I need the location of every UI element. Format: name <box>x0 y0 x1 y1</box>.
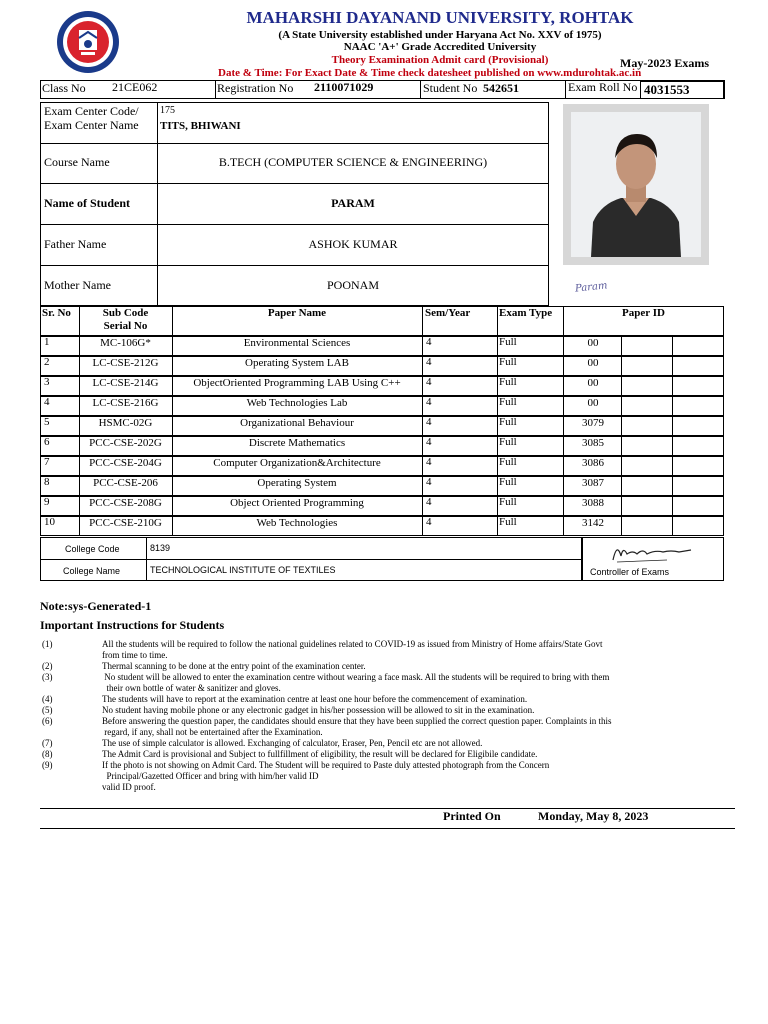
cell-code: PCC-CSE-202G <box>89 437 162 449</box>
course-label: Course Name <box>44 155 110 169</box>
col-header-paper: Paper Name <box>267 307 327 319</box>
cell-type: Full <box>499 416 517 428</box>
cell-code: HSMC-02G <box>98 417 153 429</box>
college-name: TECHNOLOGICAL INSTITUTE OF TEXTILES <box>150 565 336 575</box>
cell-code: LC-CSE-216G <box>92 397 159 409</box>
instruction-number: (5) <box>42 705 53 715</box>
controller-label: Controller of Exams <box>590 567 670 577</box>
father-label: Father Name <box>44 237 107 251</box>
cell-pid: 3086 <box>582 457 604 469</box>
cell-sem: 4 <box>426 336 432 348</box>
cell-pid: 3085 <box>582 437 604 449</box>
instruction-number: (6) <box>42 716 53 726</box>
mother-label: Mother Name <box>44 278 111 292</box>
class-no-label: Class No <box>42 81 86 95</box>
cell-code: PCC-CSE-206 <box>93 477 158 489</box>
center-name: TITS, BHIWANI <box>160 120 241 132</box>
registration-label: Registration No <box>217 81 294 95</box>
cell-type: Full <box>499 336 517 348</box>
cell-type: Full <box>499 496 517 508</box>
instruction-text: The Admit Card is provisional and Subject to fullfillment of eligibility, the result will be declared for Eligibile candidate. <box>102 749 538 759</box>
cell-sr: 6 <box>44 436 50 448</box>
cell-sr: 3 <box>44 376 50 388</box>
instruction-text: The students will have to report at the examination centre at least one hour before the commencement of examination. <box>102 694 528 704</box>
class-no-value: 21CE062 <box>112 80 158 94</box>
student-no-value: 542651 <box>483 81 519 95</box>
instruction-text: Thermal scanning to be done at the entry point of the examination center. <box>102 661 366 671</box>
cell-pid: 00 <box>587 357 599 369</box>
instruction-text: The use of simple calculator is allowed. Exchanging of calculator, Eraser, Pen, Pencil etc are not allowed. <box>102 738 483 748</box>
instruction-number: (9) <box>42 760 53 770</box>
datetime-note: Date & Time: For Exact Date & Time check datesheet published on www.mdurohtak.ac.in <box>218 67 642 79</box>
cell-sr: 1 <box>44 336 50 348</box>
cell-paper: Operating System <box>257 477 337 489</box>
cell-code: LC-CSE-214G <box>92 377 159 389</box>
cell-code: MC-106G* <box>100 337 151 349</box>
system-note: Note:sys-Generated-1 <box>40 599 152 613</box>
cell-sem: 4 <box>426 376 432 388</box>
roll-no-label: Exam Roll No <box>568 80 638 94</box>
instruction-number: (1) <box>42 639 53 649</box>
instruction-number: (4) <box>42 694 53 704</box>
mother-name: POONAM <box>326 278 379 292</box>
col-header-type: Exam Type <box>499 307 553 319</box>
instruction-number: (2) <box>42 661 53 671</box>
university-subtitle: (A State University established under Haryana Act No. XXV of 1975) <box>278 29 602 41</box>
cell-pid: 00 <box>587 377 599 389</box>
printed-on-label: Printed On <box>443 809 501 823</box>
cell-type: Full <box>499 396 517 408</box>
col-header-sem: Sem/Year <box>425 307 471 319</box>
cell-paper: Operating System LAB <box>245 357 349 369</box>
cell-type: Full <box>499 356 517 368</box>
cell-sem: 4 <box>426 396 432 408</box>
cell-code: PCC-CSE-210G <box>89 517 162 529</box>
cell-code: PCC-CSE-204G <box>89 457 162 469</box>
printed-date: Monday, May 8, 2023 <box>538 809 649 823</box>
instruction-text: No student will be allowed to enter the examination centre without wearing a face mask. All the students will be required to bring with them their own bottle of water & sanitizer and gloves. <box>104 672 610 693</box>
cell-paper: Environmental Sciences <box>243 337 351 349</box>
cell-sr: 10 <box>44 516 55 528</box>
col-header-paper-id: Paper ID <box>622 307 665 319</box>
student-label: Name of Student <box>44 196 130 210</box>
exam-session: May-2023 Exams <box>620 56 709 70</box>
cell-sem: 4 <box>426 356 432 368</box>
col-header-sr: Sr. No <box>42 307 71 319</box>
college-name-label: College Name <box>63 566 121 576</box>
cell-sem: 4 <box>426 496 432 508</box>
cell-sr: 2 <box>44 356 50 368</box>
cell-paper: ObjectOriented Programming LAB Using C++ <box>193 377 401 389</box>
instruction-number: (7) <box>42 738 53 748</box>
cell-sem: 4 <box>426 436 432 448</box>
college-code: 8139 <box>150 543 171 553</box>
student-name: PARAM <box>331 196 375 210</box>
instruction-text: No student having mobile phone or any electronic gadget in his/her possession will be allowed to sit in the examination. <box>102 705 535 715</box>
cell-paper: Web Technologies <box>256 517 338 529</box>
cell-type: Full <box>499 516 517 528</box>
accreditation: NAAC 'A+' Grade Accredited University <box>343 41 537 53</box>
center-label: Exam Center Code/ Exam Center Name <box>44 104 139 132</box>
student-photo <box>563 104 709 265</box>
center-code: 175 <box>160 105 175 116</box>
instruction-number: (8) <box>42 749 53 759</box>
cell-paper: Object Oriented Programming <box>230 497 364 509</box>
admit-card-title: Theory Examination Admit card (Provisional) <box>331 54 549 66</box>
cell-paper: Discrete Mathematics <box>248 437 346 449</box>
cell-sr: 7 <box>44 456 50 468</box>
cell-pid: 3088 <box>582 497 604 509</box>
course-name: B.TECH (COMPUTER SCIENCE & ENGINEERING) <box>218 155 488 169</box>
cell-paper: Web Technologies Lab <box>246 397 348 409</box>
father-name: ASHOK KUMAR <box>308 237 398 251</box>
cell-sr: 5 <box>44 416 50 428</box>
registration-value: 2110071029 <box>314 80 374 94</box>
cell-sr: 9 <box>44 496 50 508</box>
cell-code: LC-CSE-212G <box>92 357 159 369</box>
col-header-code: Sub Code Serial No <box>102 307 149 332</box>
instruction-text: All the students will be required to follow the national guidelines related to COVID-19 as issued from Ministry of Home affairs/State Govt from time to time. <box>102 639 603 660</box>
cell-sr: 4 <box>44 396 50 408</box>
instruction-number: (3) <box>42 672 53 682</box>
cell-code: PCC-CSE-208G <box>89 497 162 509</box>
student-no-label: Student No <box>423 81 478 95</box>
cell-type: Full <box>499 436 517 448</box>
cell-sem: 4 <box>426 416 432 428</box>
cell-type: Full <box>499 456 517 468</box>
cell-sem: 4 <box>426 516 432 528</box>
instruction-text: Before answering the question paper, the candidates should ensure that they have been supplied the correct question paper. Complaints in this regard, if any, shall not be entertained after the Examination. <box>102 716 612 737</box>
cell-type: Full <box>499 376 517 388</box>
university-logo <box>55 8 121 78</box>
cell-sr: 8 <box>44 476 50 488</box>
university-name: MAHARSHI DAYANAND UNIVERSITY, ROHTAK <box>246 8 634 27</box>
instructions-title: Important Instructions for Students <box>40 618 225 632</box>
cell-paper: Organizational Behaviour <box>240 417 354 429</box>
controller-signature <box>607 540 697 566</box>
roll-no-value: 4031553 <box>644 82 690 97</box>
instruction-text: If the photo is not showing on Admit Card. The Student will be required to Paste duly attested photograph from the Concern Principal/Gazetted Officer and bring with him/her valid ID valid ID proof. <box>102 760 550 792</box>
student-signature: Param <box>574 280 608 295</box>
cell-pid: 3087 <box>582 477 604 489</box>
cell-sem: 4 <box>426 456 432 468</box>
cell-pid: 3079 <box>582 417 604 429</box>
cell-sem: 4 <box>426 476 432 488</box>
cell-pid: 00 <box>587 337 599 349</box>
college-code-label: College Code <box>65 544 120 554</box>
cell-pid: 00 <box>587 397 599 409</box>
cell-pid: 3142 <box>582 517 604 529</box>
cell-type: Full <box>499 476 517 488</box>
cell-paper: Computer Organization&Architecture <box>213 457 381 469</box>
